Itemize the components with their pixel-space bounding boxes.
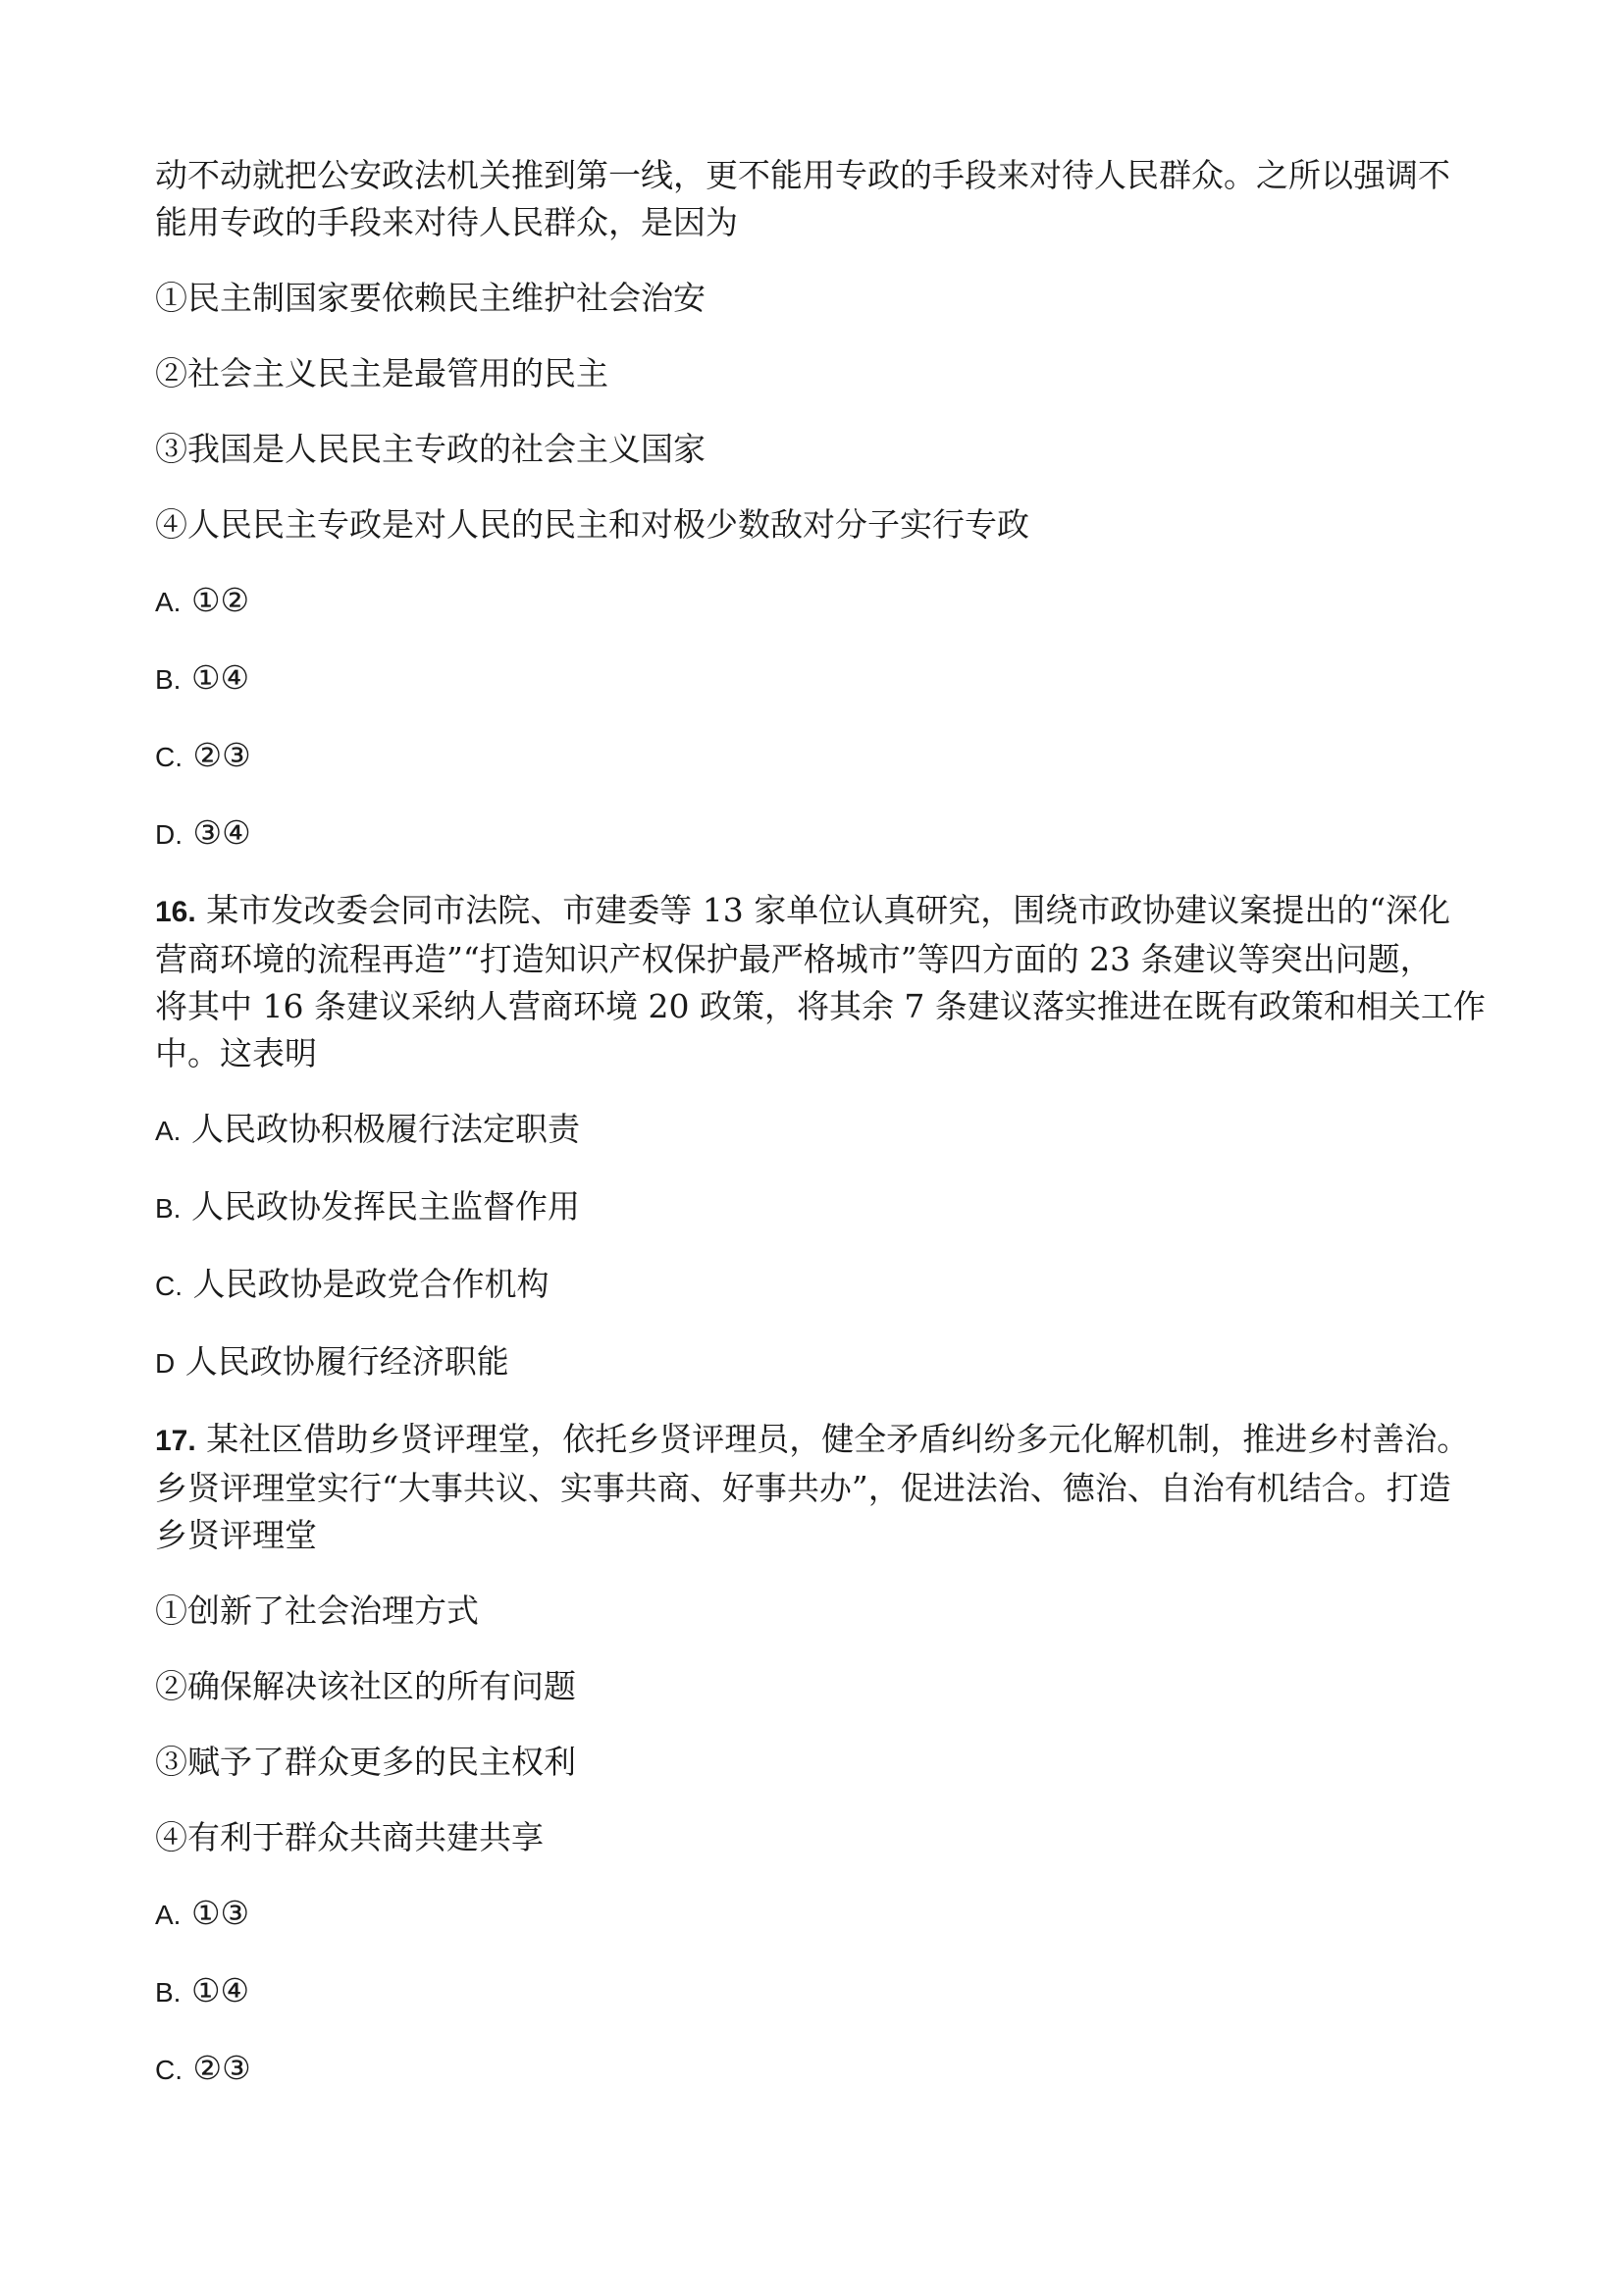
option-a [155,1890,1490,1939]
statement-4: ④人民民主专政是对人民的民主和对极少数敌对分子实行专政 [155,505,1029,544]
option-text: ②③ [183,2049,251,2087]
option-a [155,1106,1490,1155]
question-17-stem [155,1416,1490,1559]
stem-line: 中。这表明 [155,1034,317,1072]
statement-3: ③我国是人民民主专政的社会主义国家 [155,430,706,468]
stem-line: 乡贤评理堂实行“大事共议、实事共商、好事共办”，促进法治、德治、自治有机结合。打造 [155,1469,1451,1507]
option-c [155,732,1490,781]
option-text: 人民政协履行经济职能 [175,1342,509,1381]
option-text: ②③ [183,736,251,774]
statement-1: ①创新了社会治理方式 [155,1592,479,1630]
option-text: 人民政协积极履行法定职责 [181,1110,580,1148]
option-letter: B. [155,1977,182,2008]
stem-line: 动不动就把公安政法机关推到第一线，更不能用专政的手段来对待人民群众。之所以强调不 [155,156,1450,194]
option-text: ③④ [183,813,251,852]
option-b [155,654,1490,704]
stem-line: 将其中 16 条建议采纳人营商环境 20 政策，将其余 7 条建议落实推进在既有政策和相关工作 [155,987,1486,1025]
question-15-stem [155,152,1490,246]
question-number: 17. [155,1425,196,1457]
option-letter: D [155,1348,176,1379]
option-c [155,2045,1490,2094]
option-text: ①② [181,581,250,619]
option-letter: C. [155,2055,183,2085]
question-16-stem [155,887,1490,1077]
option-letter: B. [155,664,182,695]
stem-line: 16. 某市发改委会同市法院、市建委等 13 家单位认真研究，围绕市政协建议案提出的“深化 [155,891,1451,929]
statement-2: ②社会主义民主是最管用的民主 [155,354,608,392]
option-b [155,1967,1490,2016]
question-number: 16. [155,896,196,928]
option-letter: D. [155,819,183,850]
statement-3: ③赋予了群众更多的民主权利 [155,1743,576,1781]
option-letter: A. [155,587,182,617]
option-text: ①④ [181,658,250,697]
option-letter: B. [155,1193,182,1224]
stem-line: 17. 某社区借助乡贤评理堂，依托乡贤评理员，健全矛盾纠纷多元化解机制，推进乡村善治。 [155,1420,1470,1458]
option-letter: A. [155,1900,182,1930]
option-d [155,1338,1490,1387]
option-c [155,1261,1490,1310]
option-b [155,1183,1490,1232]
statement-1: ①民主制国家要依赖民主维护社会治安 [155,279,706,317]
option-letter: A. [155,1116,182,1146]
stem-line: 营商环境的流程再造”“打造知识产权保护最严格城市”等四方面的 23 条建议等突出问题， [155,940,1433,978]
document-page [155,152,1490,2094]
option-letter: C. [155,1271,183,1301]
statement-4: ④有利于群众共商共建共享 [155,1818,544,1856]
option-d [155,809,1490,859]
stem-line: 乡贤评理堂 [155,1516,317,1554]
option-text: ①④ [181,1971,250,2009]
statement-2: ②确保解决该社区的所有问题 [155,1667,576,1705]
stem-line: 能用专政的手段来对待人民群众，是因为 [155,203,738,241]
option-a [155,577,1490,626]
option-letter: C. [155,742,183,772]
option-text: ①③ [181,1894,250,1932]
option-text: 人民政协是政党合作机构 [183,1265,550,1303]
option-text: 人民政协发挥民主监督作用 [181,1187,580,1226]
